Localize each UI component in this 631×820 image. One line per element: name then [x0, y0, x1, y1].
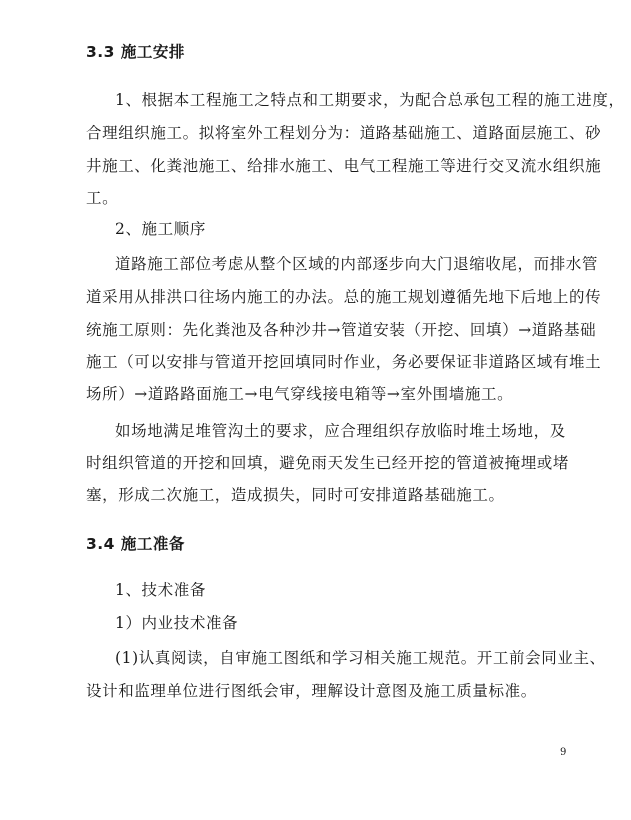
paragraph-line: 时组织管道的开挖和回填，避免雨天发生已经开挖的管道被掩埋或堵 [86, 454, 570, 472]
paragraph-line: 设计和监理单位进行图纸会审，理解设计意图及施工质量标准。 [86, 682, 537, 700]
paragraph-line: 井施工、化粪池施工、给排水施工、电气工程施工等进行交叉流水组织施 [86, 157, 602, 175]
paragraph-line: (1)认真阅读，自审施工图纸和学习相关施工规范。开工前会同业主、 [115, 649, 606, 667]
paragraph-line: 施工（可以安排与管道开挖回填同时作业，务必要保证非道路区域有堆土 [86, 353, 602, 371]
subheading-internal-technical-preparation: 1）内业技术准备 [115, 614, 239, 632]
paragraph-line: 合理组织施工。拟将室外工程划分为：道路基础施工、道路面层施工、砂 [86, 124, 602, 142]
paragraph-line: 如场地满足堆管沟土的要求，应合理组织存放临时堆土场地，及 [115, 422, 566, 440]
page-number: 9 [560, 747, 567, 758]
subheading-technical-preparation: 1、技术准备 [115, 581, 206, 599]
section-heading-3-4: 3.4 施工准备 [86, 535, 185, 553]
paragraph-line: 统施工原则：先化粪池及各种沙井→管道安装（开挖、回填）→道路基础 [86, 321, 597, 339]
section-heading-3-3: 3.3 施工安排 [86, 43, 185, 61]
paragraph-line: 工。 [86, 189, 119, 207]
paragraph-line: 塞，形成二次施工，造成损失，同时可安排道路基础施工。 [86, 486, 505, 504]
paragraph-line: 道路施工部位考虑从整个区域的内部逐步向大门退缩收尾，而排水管 [115, 255, 599, 273]
paragraph-line: 场所）→道路路面施工→电气穿线接电箱等→室外围墙施工。 [86, 385, 514, 403]
subheading-construction-order: 2、施工顺序 [115, 220, 206, 238]
paragraph-line: 1、根据本工程施工之特点和工期要求，为配合总承包工程的施工进度， [115, 91, 625, 109]
paragraph-line: 道采用从排洪口往场内施工的办法。总的施工规划遵循先地下后地上的传 [86, 288, 602, 306]
